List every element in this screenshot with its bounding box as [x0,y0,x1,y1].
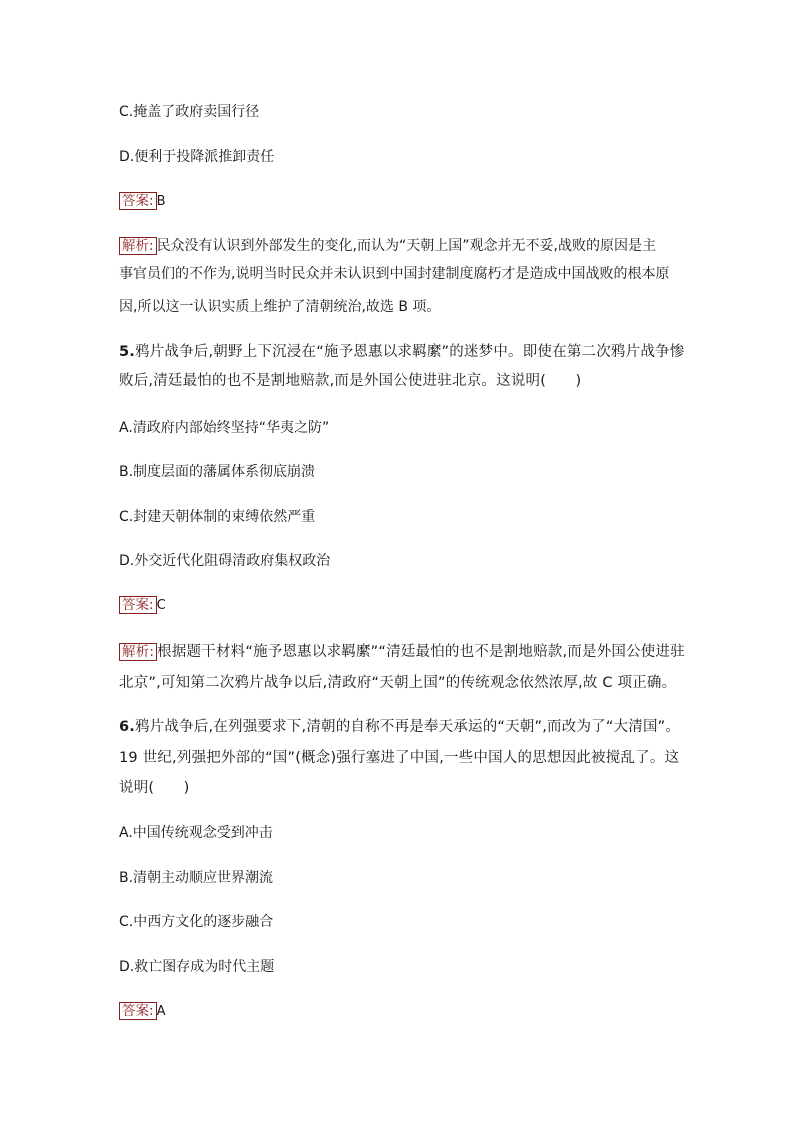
option-d: D.救亡图存成为时代主题 [119,959,275,975]
analysis-text: 民众没有认识到外部发生的变化,而认为“天朝上国”观念并无不妥,战败的原因是主 [156,238,656,254]
stem-text: 鸦片战争后,在列强要求下,清朝的自称不再是奉天承运的“天朝”,而改为了“大清国”。 [135,719,681,735]
option-d: D.便利于投降派推卸责任 [119,149,275,165]
option-a: A.清政府内部始终坚持“华夷之防” [119,420,330,436]
analysis-line: 因,所以这一认识实质上维护了清朝统治,故选 B 项。 [119,299,441,315]
analysis-line: 事官员们的不作为,说明当时民众并未认识到中国封建制度腐朽才是造成中国战败的根本原 [119,266,670,282]
option-b: B.清朝主动顺应世界潮流 [119,870,274,886]
answer-label: 答案: [119,192,157,210]
option-c: C.中西方文化的逐步融合 [119,914,274,930]
stem-text: 鸦片战争后,朝野上下沉浸在“施予恩惠以求羁縻”的迷梦中。即使在第二次鸦片战争惨 [135,344,685,360]
question-number: 6. [119,719,135,735]
analysis-line: 北京”,可知第二次鸦片战争以后,清政府“天朝上国”的传统观念依然浓厚,故 C 项正确。 [119,675,677,691]
analysis-label: 解析: [119,237,157,255]
answer-row [119,1001,679,1022]
analysis-line [119,236,679,256]
answer-value: A [156,1004,166,1019]
answer-row [119,595,679,616]
question-6-stem [119,717,679,737]
answer-value: B [156,194,166,209]
analysis-line [119,642,685,662]
option-a: A.中国传统观念受到冲击 [119,825,273,841]
answer-label: 答案: [119,1002,157,1020]
stem-line: 19 世纪,列强把外部的“国”(概念)强行塞进了中国,一些中国人的思想因此被搅乱了。这 [119,750,680,766]
answer-row [119,191,679,212]
question-5-stem [119,342,685,362]
option-d: D.外交近代化阻碍清政府集权政治 [119,553,331,569]
option-c: C.封建天朝体制的束缚依然严重 [119,509,316,525]
stem-line: 说明( ) [119,780,190,796]
answer-label: 答案: [119,596,157,614]
stem-line: 败后,清廷最怕的也不是割地赔款,而是外国公使进驻北京。这说明( ) [119,373,582,389]
analysis-text: 根据题干材料“施予恩惠以求羁縻”“清廷最怕的也不是割地赔款,而是外国公使进驻 [157,644,685,660]
option-b: B.制度层面的藩属体系彻底崩溃 [119,464,316,480]
analysis-label: 解析: [119,643,157,661]
answer-value: C [156,598,166,613]
question-number: 5. [119,344,135,360]
option-c: C.掩盖了政府卖国行径 [119,104,260,120]
